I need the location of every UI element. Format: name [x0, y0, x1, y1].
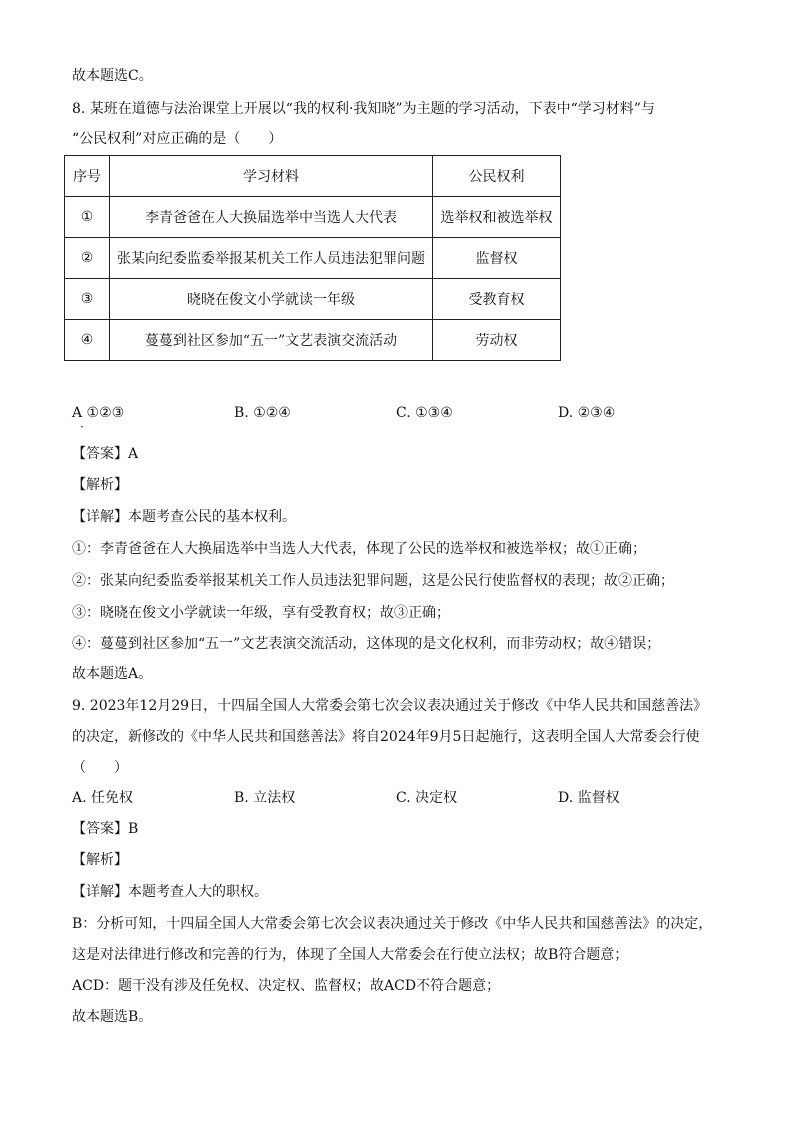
- stray-dot: ·: [80, 420, 84, 434]
- q8-analysis-label: 【解析】: [72, 477, 128, 493]
- table-row: [65, 320, 561, 361]
- q8-answer: 【答案】A: [72, 446, 139, 462]
- option-d: D. ②③④: [558, 405, 616, 421]
- q8-point-4: ④：蔓蔓到社区参加“五一”文艺表演交流活动，这体现的是文化权利，而非劳动权；故④错误；: [72, 636, 661, 652]
- cell-index: ②: [65, 238, 110, 279]
- option-b: B. ①②④: [234, 405, 291, 421]
- table-row: [65, 279, 561, 320]
- q8-stem-line1: 8. 某班在道德与法治课堂上开展以“我的权利·我知晓”为主题的学习活动，下表中“学习材料”与: [72, 101, 655, 117]
- q9-point-b-line2: 这是对法律进行修改和完善的行为，体现了全国人大常委会在行使立法权；故B符合题意；: [72, 947, 629, 963]
- option-a: A ①②③: [72, 405, 125, 421]
- q9-answer: 【答案】B: [72, 821, 139, 837]
- q9-point-acd: ACD：题干没有涉及任免权、决定权、监督权；故ACD不符合题意；: [72, 978, 501, 994]
- q9-stem-line2: 的决定，新修改的《中华人民共和国慈善法》将自2024年9月5日起施行，这表明全国人大常委会行使: [72, 729, 700, 745]
- option-a: A. 任免权: [72, 790, 134, 806]
- cell-right: 劳动权: [433, 320, 561, 361]
- q9-point-b-line1: B：分析可知，十四届全国人大常委会第七次会议表决通过关于修改《中华人民共和国慈善法》的决定，: [72, 916, 713, 932]
- q8-table: [64, 155, 561, 361]
- q8-point-1: ①：李青爸爸在人大换届选举中当选人大代表，体现了公民的选举权和被选举权；故①正确；: [72, 541, 646, 557]
- q8-detail: 【详解】本题考查公民的基本权利。: [72, 509, 296, 525]
- option-d: D. 监督权: [558, 790, 620, 806]
- header-right: 公民权利: [433, 156, 561, 197]
- q9-detail: 【详解】本题考查人大的职权。: [72, 884, 268, 900]
- option-b: B. 立法权: [234, 790, 296, 806]
- cell-material: 晓晓在俊文小学就读一年级: [110, 279, 433, 320]
- q8-conclusion: 故本题选A。: [72, 666, 153, 682]
- table-row: [65, 197, 561, 238]
- q8-stem-line2: “公民权利”对应正确的是（ ）: [72, 131, 283, 147]
- cell-index: ④: [65, 320, 110, 361]
- table-header-row: [65, 156, 561, 197]
- option-c: C. ①③④: [396, 405, 453, 421]
- q8-point-3: ③：晓晓在俊文小学就读一年级，享有受教育权；故③正确；: [72, 605, 450, 621]
- cell-right: 监督权: [433, 238, 561, 279]
- cell-index: ①: [65, 197, 110, 238]
- header-material: 学习材料: [110, 156, 433, 197]
- cell-material: 张某向纪委监委举报某机关工作人员违法犯罪问题: [110, 238, 433, 279]
- option-c: C. 决定权: [396, 790, 458, 806]
- q9-analysis-label: 【解析】: [72, 852, 128, 868]
- previous-conclusion: 故本题选C。: [72, 68, 153, 84]
- cell-material: 李青爸爸在人大换届选举中当选人大代表: [110, 197, 433, 238]
- cell-index: ③: [65, 279, 110, 320]
- cell-material: 蔓蔓到社区参加“五一”文艺表演交流活动: [110, 320, 433, 361]
- cell-right: 受教育权: [433, 279, 561, 320]
- q9-stem-line1: 9. 2023年12月29日，十四届全国人大常委会第七次会议表决通过关于修改《中华人民共和国慈善法》: [72, 698, 708, 714]
- cell-right: 选举权和被选举权: [433, 197, 561, 238]
- header-index: 序号: [65, 156, 110, 197]
- q8-point-2: ②：张某向纪委监委举报某机关工作人员违法犯罪问题，这是公民行使监督权的表现；故②正确；: [72, 573, 674, 589]
- q9-stem-line3: （ ）: [72, 760, 128, 776]
- q9-conclusion: 故本题选B。: [72, 1009, 153, 1025]
- table-row: [65, 238, 561, 279]
